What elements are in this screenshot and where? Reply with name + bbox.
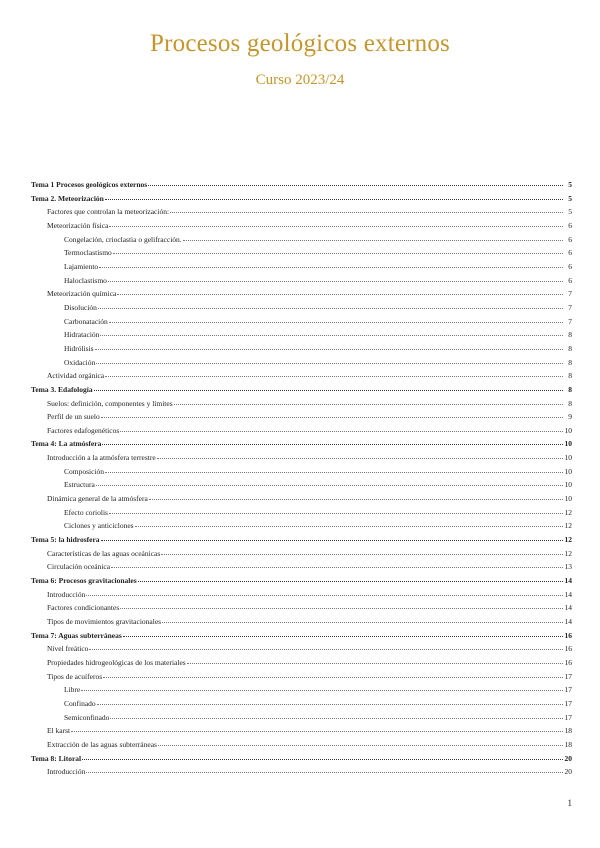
toc-entry-page: 17 — [564, 698, 572, 708]
toc-dot-leader — [174, 404, 563, 405]
toc-entry-label: Tema 5: la hidrosfera — [31, 535, 100, 545]
toc-entry[interactable] — [31, 178, 572, 192]
toc-entry[interactable] — [31, 451, 572, 465]
toc-entry-page: 5 — [568, 207, 572, 217]
toc-entry[interactable] — [31, 465, 572, 479]
table-of-contents — [31, 178, 572, 779]
toc-entry[interactable] — [31, 547, 572, 561]
toc-dot-leader — [162, 622, 563, 623]
toc-entry-label: Perfil de un suelo — [47, 412, 100, 422]
toc-dot-leader — [105, 376, 563, 377]
toc-dot-leader — [71, 731, 563, 732]
toc-entry-page: 14 — [564, 617, 572, 626]
toc-entry-page: 8 — [568, 357, 572, 367]
toc-entry-label: Congelación, crioclastia o gelifracción. — [64, 234, 182, 244]
toc-entry-page: 6 — [568, 261, 572, 271]
toc-entry[interactable] — [31, 492, 572, 506]
toc-dot-leader — [109, 226, 563, 227]
toc-entry-label: Tema 4: La atmósfera — [31, 439, 102, 449]
toc-entry-label: Meteorización física — [47, 220, 109, 230]
toc-dot-leader — [81, 690, 563, 691]
toc-dot-leader — [183, 240, 563, 241]
toc-entry-label: Nivel freático — [47, 644, 89, 654]
toc-dot-leader — [158, 745, 563, 746]
toc-entry-label: Hidratación — [64, 330, 100, 340]
toc-entry-page: 5 — [568, 193, 572, 203]
toc-entry-label: Hidrólisis — [64, 343, 94, 353]
toc-entry-page: 10 — [564, 480, 572, 490]
toc-entry-page: 16 — [564, 644, 572, 654]
toc-entry[interactable] — [31, 287, 572, 301]
toc-entry-label: Efecto coriolis — [64, 507, 108, 517]
toc-entry-label: Ciclones y anticiclones — [64, 521, 134, 531]
toc-entry-page: 14 — [564, 589, 572, 599]
toc-entry-label: Tipos de movimientos gravitacionales — [47, 617, 162, 626]
toc-dot-leader — [110, 718, 563, 719]
toc-entry-page: 12 — [564, 535, 572, 545]
toc-entry-label: Factores edafogenéticos — [47, 425, 120, 435]
toc-entry-page: 10 — [564, 453, 572, 463]
toc-entry-page: 18 — [564, 739, 572, 749]
toc-entry-label: Lajamiento — [64, 261, 99, 271]
toc-entry-label: Extracción de las aguas subterráneas — [47, 739, 157, 749]
toc-entry-label: Libre — [64, 685, 81, 695]
toc-entry-page: 14 — [564, 576, 572, 586]
toc-dot-leader — [161, 554, 563, 555]
toc-entry-label: Haloclastismo — [64, 275, 107, 285]
toc-entry-label: Propiedades hidrogeológicas de los materiales — [47, 657, 186, 667]
toc-dot-leader — [101, 540, 563, 541]
toc-entry[interactable] — [31, 765, 572, 779]
toc-entry[interactable] — [31, 274, 572, 288]
toc-entry[interactable] — [31, 315, 572, 329]
toc-dot-leader — [101, 417, 563, 418]
toc-dot-leader — [135, 526, 563, 527]
toc-dot-leader — [99, 267, 563, 268]
toc-dot-leader — [105, 472, 563, 473]
toc-dot-leader — [100, 335, 563, 336]
toc-dot-leader — [117, 294, 563, 295]
toc-entry-page: 17 — [564, 671, 572, 681]
toc-entry[interactable] — [31, 478, 572, 492]
toc-entry-label: Tema 1 Procesos geológicos externos — [31, 180, 148, 189]
toc-dot-leader — [105, 199, 563, 200]
toc-dot-leader — [103, 677, 563, 678]
toc-entry-page: 20 — [564, 753, 572, 763]
toc-entry[interactable] — [31, 560, 572, 574]
toc-dot-leader — [123, 636, 563, 637]
toc-dot-leader — [96, 485, 563, 486]
toc-entry-label: Disolución — [64, 302, 97, 312]
toc-dot-leader — [120, 608, 563, 609]
toc-entry[interactable] — [31, 233, 572, 247]
toc-dot-leader — [120, 431, 563, 432]
toc-entry-page: 10 — [564, 439, 572, 449]
toc-entry[interactable] — [31, 328, 572, 342]
toc-entry[interactable] — [31, 219, 572, 233]
toc-entry-label: Tema 2. Meteorización — [31, 193, 104, 203]
toc-entry-page: 6 — [568, 275, 572, 285]
toc-entry[interactable] — [31, 642, 572, 656]
toc-entry-page: 10 — [564, 425, 572, 435]
toc-entry-page: 16 — [564, 630, 572, 640]
toc-entry[interactable] — [31, 738, 572, 752]
toc-entry[interactable] — [31, 711, 572, 725]
toc-entry-label: Tema 6: Procesos gravitacionales — [31, 576, 137, 586]
toc-entry[interactable] — [31, 437, 572, 451]
document-title: Procesos geológicos externos — [150, 30, 450, 57]
toc-entry-page: 12 — [564, 521, 572, 531]
toc-entry[interactable] — [31, 588, 572, 602]
toc-entry[interactable] — [31, 410, 572, 424]
toc-entry-page: 20 — [564, 767, 572, 777]
toc-dot-leader — [97, 704, 563, 705]
toc-entry-label: Dinámica general de la atmósfera — [47, 494, 148, 504]
toc-entry-page: 8 — [568, 384, 572, 394]
toc-dot-leader — [149, 499, 563, 500]
toc-entry-page: 8 — [568, 371, 572, 381]
toc-entry-page: 17 — [564, 685, 572, 695]
toc-entry-label: Introducción — [47, 767, 86, 777]
toc-dot-leader — [187, 663, 563, 664]
toc-entry[interactable] — [31, 356, 572, 370]
toc-entry[interactable] — [31, 683, 572, 697]
toc-entry-label: Características de las aguas oceánicas — [47, 548, 161, 558]
toc-entry[interactable] — [31, 301, 572, 315]
toc-dot-leader — [170, 212, 563, 213]
toc-entry[interactable] — [31, 519, 572, 533]
toc-entry[interactable] — [31, 246, 572, 260]
toc-entry[interactable] — [31, 369, 572, 383]
toc-entry[interactable] — [31, 397, 572, 411]
toc-dot-leader — [102, 444, 563, 445]
page-number: 1 — [567, 798, 572, 808]
toc-entry[interactable] — [31, 383, 572, 397]
toc-entry-label: Actividad orgánica — [47, 371, 105, 381]
toc-entry-page: 12 — [564, 507, 572, 517]
toc-dot-leader — [111, 567, 563, 568]
toc-entry[interactable] — [31, 656, 572, 670]
toc-entry[interactable] — [31, 615, 572, 629]
toc-entry-page: 6 — [568, 234, 572, 244]
toc-entry[interactable] — [31, 697, 572, 711]
toc-entry-label: El karst — [47, 726, 71, 736]
toc-entry-label: Factores que controlan la meteorización: — [47, 207, 170, 217]
toc-entry[interactable] — [31, 533, 572, 547]
toc-entry-label: Suelos: definición, componentes y límites — [47, 398, 173, 408]
toc-entry-page: 8 — [568, 343, 572, 353]
toc-entry-page: 14 — [564, 603, 572, 613]
toc-entry[interactable] — [31, 192, 572, 206]
toc-entry-page: 9 — [568, 412, 572, 422]
toc-entry[interactable] — [31, 205, 572, 219]
toc-entry-label: Meteorización química — [47, 289, 117, 299]
toc-entry-page: 13 — [564, 562, 572, 572]
toc-entry-label: Confinado — [64, 698, 96, 708]
toc-entry-label: Composición — [64, 466, 105, 476]
toc-dot-leader — [113, 253, 563, 254]
toc-entry[interactable] — [31, 629, 572, 643]
toc-dot-leader — [157, 458, 563, 459]
toc-entry-page: 10 — [564, 494, 572, 504]
toc-dot-leader — [86, 595, 563, 596]
toc-dot-leader — [89, 649, 563, 650]
toc-entry-page: 16 — [564, 657, 572, 667]
toc-entry-label: Introducción a la atmósfera terrestre — [47, 453, 156, 463]
toc-entry-label: Semiconfinado — [64, 712, 110, 722]
toc-dot-leader — [94, 390, 563, 391]
toc-entry-label: Tema 3. Edafología — [31, 384, 93, 394]
toc-dot-leader — [108, 281, 563, 282]
toc-entry[interactable] — [31, 601, 572, 615]
toc-entry-label: Tipos de acuíferos — [47, 671, 103, 681]
toc-entry[interactable] — [31, 424, 572, 438]
toc-entry-page: 8 — [568, 330, 572, 340]
toc-dot-leader — [109, 322, 563, 323]
toc-entry[interactable] — [31, 342, 572, 356]
toc-entry-page: 6 — [568, 220, 572, 230]
toc-entry[interactable] — [31, 260, 572, 274]
toc-entry-page: 10 — [564, 466, 572, 476]
toc-dot-leader — [109, 513, 563, 514]
toc-entry-page: 7 — [568, 289, 572, 299]
toc-entry[interactable] — [31, 670, 572, 684]
toc-entry-label: Tema 7: Aguas subterráneas — [31, 630, 122, 640]
toc-entry-page: 17 — [564, 712, 572, 722]
toc-entry-label: Carbonatación — [64, 316, 108, 326]
toc-entry-page: 5 — [568, 180, 572, 189]
toc-dot-leader — [138, 581, 563, 582]
toc-entry-label: Factores condicionantes — [47, 603, 120, 613]
toc-dot-leader — [148, 185, 563, 186]
toc-entry-label: Tema 8: Litoral — [31, 753, 82, 763]
toc-dot-leader — [96, 363, 563, 364]
toc-entry-page: 7 — [568, 316, 572, 326]
toc-entry[interactable] — [31, 506, 572, 520]
toc-entry-page: 7 — [568, 302, 572, 312]
toc-entry-page: 8 — [568, 398, 572, 408]
toc-dot-leader — [82, 759, 563, 760]
toc-dot-leader — [95, 349, 563, 350]
toc-entry-label: Oxidación — [64, 357, 96, 367]
toc-entry-label: Termoclastismo — [64, 248, 112, 258]
toc-entry[interactable] — [31, 752, 572, 766]
toc-entry-page: 6 — [568, 248, 572, 258]
toc-entry-page: 18 — [564, 726, 572, 736]
toc-entry-page: 12 — [564, 548, 572, 558]
document-subtitle: Curso 2023/24 — [255, 72, 345, 88]
toc-dot-leader — [98, 308, 563, 309]
toc-dot-leader — [86, 772, 563, 773]
toc-entry[interactable] — [31, 574, 572, 588]
toc-entry-label: Estructura — [64, 480, 95, 490]
toc-entry-label: Circulación oceánica — [47, 562, 111, 572]
toc-entry-label: Introducción — [47, 589, 86, 599]
toc-entry[interactable] — [31, 724, 572, 738]
